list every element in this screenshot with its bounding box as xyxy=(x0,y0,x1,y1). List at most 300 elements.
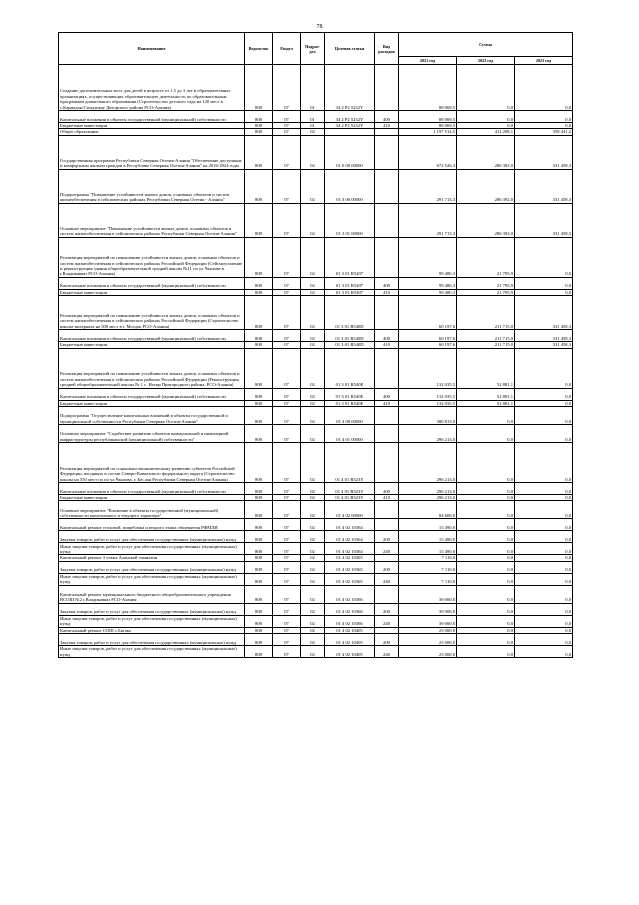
cell-expense-type: 410 xyxy=(375,289,399,295)
table-row xyxy=(59,296,573,330)
cell-expense-type: 200 xyxy=(375,531,399,543)
table-row xyxy=(59,203,573,237)
cell-expense-type: 400 xyxy=(375,111,399,123)
cell-ministry: 808 xyxy=(245,400,273,406)
cell-target-article: 01 3 01 R540E xyxy=(325,388,375,400)
table-row xyxy=(59,543,573,555)
cell-2023: 0,0 xyxy=(515,603,573,615)
cell-name: Иные закупки товаров, работ и услуг для обеспечения государственных (муниципальных) нужд xyxy=(59,615,245,627)
cell-target-article: 01 4 02 10365 xyxy=(325,561,375,573)
cell-ministry: 808 xyxy=(245,425,273,443)
cell-target-article: 01 4 02 10365 xyxy=(325,555,375,561)
cell-subsection: 02 xyxy=(301,342,325,348)
cell-2022: 21 795,9 xyxy=(457,277,515,289)
cell-2022: 0,0 xyxy=(457,646,515,658)
table-row xyxy=(59,585,573,603)
table-row xyxy=(59,443,573,483)
cell-2021: 296 213,0 xyxy=(399,443,457,483)
cell-subsection: 02 xyxy=(301,277,325,289)
table-row xyxy=(59,531,573,543)
cell-ministry: 808 xyxy=(245,573,273,585)
cell-section: 07 xyxy=(273,561,301,573)
cell-2022: 0,0 xyxy=(457,519,515,531)
cell-2022: 0,0 xyxy=(457,501,515,519)
cell-2022: 211 715,0 xyxy=(457,342,515,348)
table-row xyxy=(59,277,573,289)
cell-section: 07 xyxy=(273,495,301,501)
cell-expense-type: 240 xyxy=(375,615,399,627)
table-row xyxy=(59,65,573,111)
cell-subsection: 02 xyxy=(301,555,325,561)
cell-section: 07 xyxy=(273,169,301,203)
cell-target-article: 01 3 01 00000 xyxy=(325,203,375,237)
cell-2023: 0,0 xyxy=(515,277,573,289)
cell-target-article: 01 3 01 R5407 xyxy=(325,289,375,295)
cell-expense-type xyxy=(375,203,399,237)
cell-expense-type xyxy=(375,443,399,483)
cell-name: Бюджетные инвестиции xyxy=(59,495,245,501)
cell-name: Капитальный ремонт СОШ с.Батако xyxy=(59,627,245,633)
cell-subsection: 02 xyxy=(301,407,325,425)
cell-target-article: 01 3 01 R540D xyxy=(325,330,375,342)
cell-name: Капитальный ремонт столовой, пищеблока и второго этажа общежития РФМЛИ xyxy=(59,519,245,531)
cell-target-article: 01 3 01 R540D xyxy=(325,296,375,330)
cell-name: Закупка товаров, работ и услуг для обеспечения государственных (муниципальных) нужд xyxy=(59,531,245,543)
cell-section: 07 xyxy=(273,111,301,123)
cell-target-article: 01 3 01 R540E xyxy=(325,348,375,388)
cell-2021: 132 035,5 xyxy=(399,400,457,406)
cell-name: Основное мероприятие "Вложение в объекты государственной (муниципальной) собственности капитального и текущего характера" xyxy=(59,501,245,519)
cell-ministry: 808 xyxy=(245,501,273,519)
cell-2023: 0,0 xyxy=(515,111,573,123)
cell-section: 07 xyxy=(273,573,301,585)
cell-2022: 52 881,1 xyxy=(457,348,515,388)
cell-2021: 99 480,3 xyxy=(399,237,457,277)
cell-section: 07 xyxy=(273,348,301,388)
cell-section: 07 xyxy=(273,400,301,406)
cell-section: 07 xyxy=(273,129,301,135)
cell-2023: 331 458,3 xyxy=(515,135,573,169)
page-number: 78 xyxy=(316,24,323,30)
cell-2023: 331 458,3 xyxy=(515,342,573,348)
cell-ministry: 808 xyxy=(245,237,273,277)
cell-subsection: 02 xyxy=(301,289,325,295)
cell-expense-type: 410 xyxy=(375,495,399,501)
cell-2021: 672 526,3 xyxy=(399,135,457,169)
cell-2023: 0,0 xyxy=(515,573,573,585)
cell-expense-type: 240 xyxy=(375,646,399,658)
cell-expense-type: 200 xyxy=(375,603,399,615)
cell-subsection: 02 xyxy=(301,543,325,555)
cell-ministry: 808 xyxy=(245,603,273,615)
cell-expense-type xyxy=(375,296,399,330)
cell-ministry: 808 xyxy=(245,407,273,425)
header-target-article: Целевая статья xyxy=(325,33,375,65)
cell-ministry: 808 xyxy=(245,531,273,543)
cell-section: 07 xyxy=(273,237,301,277)
cell-subsection: 02 xyxy=(301,135,325,169)
cell-2021: 39 000,0 xyxy=(399,615,457,627)
cell-name: Иные закупки товаров, работ и услуг для обеспечения государственных (муниципальных) нужд xyxy=(59,646,245,658)
cell-name: Основное мероприятие "Повышение устойчивости жилых домов, основных объектов и систем жизнеобеспечения в сейсмических районах Республики Северная Осетия-Алания" xyxy=(59,203,245,237)
cell-2023: 331 458,3 xyxy=(515,203,573,237)
header-name: Наименование xyxy=(59,33,245,65)
cell-section: 07 xyxy=(273,531,301,543)
cell-2021: 99 480,3 xyxy=(399,289,457,295)
cell-name: Капитальный ремонт муниципального бюджетного общеобразовательного учреждения ВСОШ №2 г.Владикавказ РСО-Алания xyxy=(59,585,245,603)
cell-subsection: 02 xyxy=(301,237,325,277)
cell-2023: 0,0 xyxy=(515,501,573,519)
cell-2021: 39 000,0 xyxy=(399,603,457,615)
cell-2023: 0,0 xyxy=(515,634,573,646)
cell-2023: 0,0 xyxy=(515,543,573,555)
cell-2021: 60 197,6 xyxy=(399,296,457,330)
cell-name: Иные закупки товаров, работ и услуг для обеспечения государственных (муниципальных) нужд xyxy=(59,543,245,555)
cell-name: Создание дополнительных мест для детей в возрасте от 1,5 до 3 лет в образовательных организациях, осуществляющих образовательную деятельность по образовательным программам дошкольного образования (Строительство детского сада на 120 мест в с.Кармадон-Синдзикау Дигорского района РСО-Алания) xyxy=(59,65,245,111)
cell-target-article: 01 4 02 10405 xyxy=(325,627,375,633)
cell-target-article: 01 4 02 00000 xyxy=(325,501,375,519)
cell-subsection: 02 xyxy=(301,330,325,342)
table-row xyxy=(59,615,573,627)
cell-2023: 0,0 xyxy=(515,400,573,406)
cell-section: 07 xyxy=(273,425,301,443)
cell-section: 07 xyxy=(273,289,301,295)
cell-2021: 60 197,6 xyxy=(399,342,457,348)
cell-target-article: 01 4 02 10405 xyxy=(325,634,375,646)
cell-target-article: 01 4 01 R523Y xyxy=(325,483,375,495)
cell-2022: 286 392,0 xyxy=(457,203,515,237)
cell-ministry: 808 xyxy=(245,388,273,400)
cell-name: Подпрограмма "Повышение устойчивости жилых домов, основных объектов и систем жизнеобеспечения в сейсмических районах Республики Северная Осетия - Алания" xyxy=(59,169,245,203)
cell-expense-type: 240 xyxy=(375,573,399,585)
table-row xyxy=(59,573,573,585)
cell-2023: 0,0 xyxy=(515,615,573,627)
cell-2022: 0,0 xyxy=(457,603,515,615)
cell-ministry: 808 xyxy=(245,585,273,603)
cell-name: Капитальные вложения в объекты государственной (муниципальной) собственности xyxy=(59,111,245,123)
cell-name: Государственная программа Республики Северная Осетия-Алания "Обеспечение доступным и комфортным жильем граждан в Республике Северная Осетия-Алания" на 2016-2024 годы xyxy=(59,135,245,169)
cell-section: 07 xyxy=(273,277,301,289)
cell-2022: 0,0 xyxy=(457,543,515,555)
cell-2023: 0,0 xyxy=(515,519,573,531)
cell-2023: 0,0 xyxy=(515,585,573,603)
cell-2021: 296 213,0 xyxy=(399,425,457,443)
cell-section: 07 xyxy=(273,342,301,348)
cell-expense-type xyxy=(375,237,399,277)
cell-ministry: 808 xyxy=(245,443,273,483)
table-row xyxy=(59,646,573,658)
cell-2021: 7 110,0 xyxy=(399,555,457,561)
cell-ministry: 808 xyxy=(245,561,273,573)
cell-subsection: 01 xyxy=(301,65,325,111)
cell-expense-type xyxy=(375,169,399,203)
cell-name: Капитальный ремонт 3 этажа Аланской гимназии xyxy=(59,555,245,561)
cell-2023: 0,0 xyxy=(515,388,573,400)
cell-section: 07 xyxy=(273,330,301,342)
cell-2022: 0,0 xyxy=(457,634,515,646)
cell-2022: 0,0 xyxy=(457,555,515,561)
cell-section: 07 xyxy=(273,646,301,658)
cell-target-article: 01 4 02 10366 xyxy=(325,615,375,627)
cell-2021: 88 069,5 xyxy=(399,111,457,123)
cell-ministry: 808 xyxy=(245,342,273,348)
cell-section: 07 xyxy=(273,585,301,603)
cell-2023: 0,0 xyxy=(515,443,573,483)
cell-name: Иные закупки товаров, работ и услуг для обеспечения государственных (муниципальных) нужд xyxy=(59,573,245,585)
cell-expense-type: 410 xyxy=(375,400,399,406)
cell-name: Закупка товаров, работ и услуг для обеспечения государственных (муниципальных) нужд xyxy=(59,603,245,615)
cell-target-article: 01 4 02 10405 xyxy=(325,646,375,658)
cell-target-article: 01 3 01 R5407 xyxy=(325,277,375,289)
cell-2023: 0,0 xyxy=(515,289,573,295)
cell-2022: 21 795,9 xyxy=(457,289,515,295)
cell-ministry: 808 xyxy=(245,65,273,111)
cell-ministry: 808 xyxy=(245,135,273,169)
cell-subsection: 02 xyxy=(301,561,325,573)
cell-section: 07 xyxy=(273,123,301,129)
table-body xyxy=(59,65,573,658)
cell-2022: 52 881,1 xyxy=(457,400,515,406)
cell-subsection: 02 xyxy=(301,425,325,443)
table-row xyxy=(59,425,573,443)
cell-expense-type: 400 xyxy=(375,483,399,495)
cell-subsection: 02 xyxy=(301,388,325,400)
cell-name: Закупка товаров, работ и услуг для обеспечения государственных (муниципальных) нужд xyxy=(59,561,245,573)
table-row xyxy=(59,135,573,169)
cell-target-article: 01 3 00 00000 xyxy=(325,169,375,203)
cell-ministry: 808 xyxy=(245,123,273,129)
cell-subsection: 02 xyxy=(301,519,325,531)
table-header xyxy=(59,33,573,65)
cell-2022: 0,0 xyxy=(457,573,515,585)
table-row xyxy=(59,603,573,615)
cell-ministry: 808 xyxy=(245,129,273,135)
cell-expense-type: 200 xyxy=(375,634,399,646)
cell-name: Бюджетные инвестиции xyxy=(59,289,245,295)
cell-subsection: 02 xyxy=(301,634,325,646)
cell-ministry: 808 xyxy=(245,634,273,646)
cell-ministry: 808 xyxy=(245,348,273,388)
cell-subsection: 02 xyxy=(301,585,325,603)
cell-target-article: 34 2 P2 5232Y xyxy=(325,65,375,111)
cell-subsection: 02 xyxy=(301,169,325,203)
cell-target-article: 01 4 02 10366 xyxy=(325,585,375,603)
cell-2021: 132 035,5 xyxy=(399,388,457,400)
cell-subsection: 01 xyxy=(301,123,325,129)
cell-2021: 291 713,3 xyxy=(399,169,457,203)
cell-2022: 411 208,1 xyxy=(457,129,515,135)
cell-2022: 0,0 xyxy=(457,443,515,483)
cell-expense-type: 400 xyxy=(375,277,399,289)
cell-ministry: 808 xyxy=(245,555,273,561)
cell-expense-type xyxy=(375,501,399,519)
cell-ministry: 808 xyxy=(245,483,273,495)
cell-2022: 211 715,0 xyxy=(457,296,515,330)
cell-2022: 0,0 xyxy=(457,483,515,495)
cell-2023: 331 458,3 xyxy=(515,296,573,330)
cell-expense-type xyxy=(375,519,399,531)
table-row xyxy=(59,407,573,425)
cell-section: 07 xyxy=(273,296,301,330)
cell-subsection: 02 xyxy=(301,443,325,483)
cell-ministry: 808 xyxy=(245,277,273,289)
cell-expense-type: 200 xyxy=(375,561,399,573)
cell-2021: 15 490,0 xyxy=(399,543,457,555)
cell-2023: 0,0 xyxy=(515,531,573,543)
cell-2023: 0,0 xyxy=(515,646,573,658)
cell-subsection: 02 xyxy=(301,483,325,495)
table-row xyxy=(59,388,573,400)
cell-2022: 211 715,0 xyxy=(457,330,515,342)
header-year-2021: 2021 год xyxy=(399,57,457,65)
cell-name: Бюджетные инвестиции xyxy=(59,123,245,129)
cell-2023: 0,0 xyxy=(515,407,573,425)
cell-expense-type xyxy=(375,425,399,443)
cell-2023: 358 441,2 xyxy=(515,129,573,135)
cell-2022: 21 795,9 xyxy=(457,237,515,277)
cell-expense-type: 400 xyxy=(375,388,399,400)
cell-2023: 0,0 xyxy=(515,627,573,633)
cell-target-article: 01 3 01 R5407 xyxy=(325,237,375,277)
cell-name: Реализация мероприятий по повышению устойчивости жилых домов, основных объектов и систем жизнеобеспечения в сейсмических районах Российской Федерации (Реконструкция средней общеобразовательной школы № 1 с. Ногир Пригородного района, РСО-Алания) xyxy=(59,348,245,388)
cell-section: 07 xyxy=(273,615,301,627)
table-row xyxy=(59,501,573,519)
cell-2023: 0,0 xyxy=(515,555,573,561)
cell-expense-type xyxy=(375,585,399,603)
cell-expense-type xyxy=(375,65,399,111)
cell-2021: 60 197,6 xyxy=(399,330,457,342)
cell-ministry: 808 xyxy=(245,289,273,295)
cell-subsection: 01 xyxy=(301,111,325,123)
cell-2021: 23 000,0 xyxy=(399,627,457,633)
table-row xyxy=(59,111,573,123)
cell-ministry: 808 xyxy=(245,627,273,633)
cell-section: 07 xyxy=(273,65,301,111)
cell-subsection: 02 xyxy=(301,573,325,585)
cell-subsection: 02 xyxy=(301,129,325,135)
cell-2023: 0,0 xyxy=(515,495,573,501)
cell-section: 07 xyxy=(273,483,301,495)
cell-2021: 39 000,0 xyxy=(399,585,457,603)
cell-target-article: 01 4 02 10365 xyxy=(325,573,375,585)
cell-name: Основное мероприятие "Содействие развитию объектов коммунальной и инженерной инфраструктуры республиканской (муниципальной) собственности" xyxy=(59,425,245,443)
cell-name: Капитальные вложения в объекты государственной (муниципальной) собственности xyxy=(59,483,245,495)
cell-expense-type: 410 xyxy=(375,342,399,348)
cell-expense-type: 240 xyxy=(375,543,399,555)
cell-2023: 0,0 xyxy=(515,425,573,443)
cell-section: 07 xyxy=(273,388,301,400)
cell-2021: 7 110,0 xyxy=(399,573,457,585)
cell-section: 07 xyxy=(273,203,301,237)
cell-2022: 0,0 xyxy=(457,627,515,633)
cell-2022: 286 392,0 xyxy=(457,169,515,203)
cell-target-article: 34 2 P2 5232Y xyxy=(325,111,375,123)
cell-2022: 0,0 xyxy=(457,531,515,543)
cell-target-article: 01 4 01 00000 xyxy=(325,425,375,443)
cell-section: 07 xyxy=(273,135,301,169)
cell-subsection: 02 xyxy=(301,603,325,615)
cell-section: 07 xyxy=(273,443,301,483)
cell-2021: 88 069,5 xyxy=(399,65,457,111)
cell-name: Закупка товаров, работ и услуг для обеспечения государственных (муниципальных) нужд xyxy=(59,634,245,646)
table-row xyxy=(59,519,573,531)
cell-name: Общее образование xyxy=(59,129,245,135)
cell-2021: 7 110,0 xyxy=(399,561,457,573)
cell-ministry: 808 xyxy=(245,495,273,501)
cell-ministry: 808 xyxy=(245,169,273,203)
cell-target-article: 01 0 00 00000 xyxy=(325,135,375,169)
table-row xyxy=(59,169,573,203)
cell-ministry: 808 xyxy=(245,203,273,237)
cell-2022: 52 881,1 xyxy=(457,388,515,400)
table-row xyxy=(59,483,573,495)
cell-2021: 296 213,0 xyxy=(399,495,457,501)
cell-target-article: 34 2 P2 5232Y xyxy=(325,123,375,129)
cell-name: Капитальные вложения в объекты государственной (муниципальной) собственности xyxy=(59,330,245,342)
cell-target-article: 01 4 02 10364 xyxy=(325,519,375,531)
cell-name: Реализация мероприятий по повышению устойчивости жилых домов, основных объектов и систем жизнеобеспечения в сейсмических районах Российской Федерации (Сейсмоусиление и реконструкция здания общеобразовательной средней школы №11 по ул.Чкалова в г.Владикавказ РСО-Алания) xyxy=(59,237,245,277)
cell-2021: 99 480,3 xyxy=(399,277,457,289)
cell-2022: 0,0 xyxy=(457,561,515,573)
cell-2023: 0,0 xyxy=(515,561,573,573)
cell-2021: 23 000,0 xyxy=(399,634,457,646)
cell-name: Бюджетные инвестиции xyxy=(59,342,245,348)
cell-expense-type xyxy=(375,407,399,425)
header-expense-type: Вид расходов xyxy=(375,33,399,65)
cell-2022: 0,0 xyxy=(457,615,515,627)
cell-2022: 0,0 xyxy=(457,111,515,123)
cell-target-article: 01 4 02 10364 xyxy=(325,543,375,555)
cell-2021: 380 813,0 xyxy=(399,407,457,425)
cell-2021: 1 197 514,5 xyxy=(399,129,457,135)
cell-2022: 0,0 xyxy=(457,65,515,111)
cell-2023: 0,0 xyxy=(515,237,573,277)
header-ministry: Ведомство xyxy=(245,33,273,65)
header-subsection: Подраз- дел xyxy=(301,33,325,65)
cell-2022: 0,0 xyxy=(457,123,515,129)
cell-subsection: 02 xyxy=(301,615,325,627)
cell-2021: 88 069,5 xyxy=(399,123,457,129)
cell-ministry: 808 xyxy=(245,543,273,555)
cell-section: 07 xyxy=(273,543,301,555)
cell-2021: 84 600,0 xyxy=(399,501,457,519)
cell-ministry: 808 xyxy=(245,646,273,658)
cell-target-article: 01 3 01 R540E xyxy=(325,400,375,406)
cell-name: Капитальные вложения в объекты государственной (муниципальной) собственности xyxy=(59,277,245,289)
cell-section: 07 xyxy=(273,555,301,561)
table-row xyxy=(59,348,573,388)
cell-subsection: 02 xyxy=(301,501,325,519)
cell-target-article: 01 4 02 10364 xyxy=(325,531,375,543)
cell-section: 07 xyxy=(273,519,301,531)
cell-expense-type xyxy=(375,348,399,388)
header-sum: Сумма xyxy=(399,33,573,57)
cell-section: 07 xyxy=(273,603,301,615)
cell-subsection: 02 xyxy=(301,400,325,406)
cell-target-article: 01 3 01 R540D xyxy=(325,342,375,348)
cell-2021: 15 490,0 xyxy=(399,531,457,543)
cell-name: Капитальные вложения в объекты государственной (муниципальной) собственности xyxy=(59,388,245,400)
cell-ministry: 808 xyxy=(245,330,273,342)
cell-name: Подпрограмма "Осуществление капитальных вложений в объекты государственной и муниципальной собственности Республики Северная Осетия-Алания" xyxy=(59,407,245,425)
cell-target-article: 01 4 02 10366 xyxy=(325,603,375,615)
cell-ministry: 808 xyxy=(245,111,273,123)
cell-subsection: 02 xyxy=(301,495,325,501)
cell-ministry: 808 xyxy=(245,615,273,627)
cell-target-article: 01 4 00 00000 xyxy=(325,407,375,425)
cell-expense-type: 410 xyxy=(375,123,399,129)
cell-2021: 291 713,3 xyxy=(399,203,457,237)
